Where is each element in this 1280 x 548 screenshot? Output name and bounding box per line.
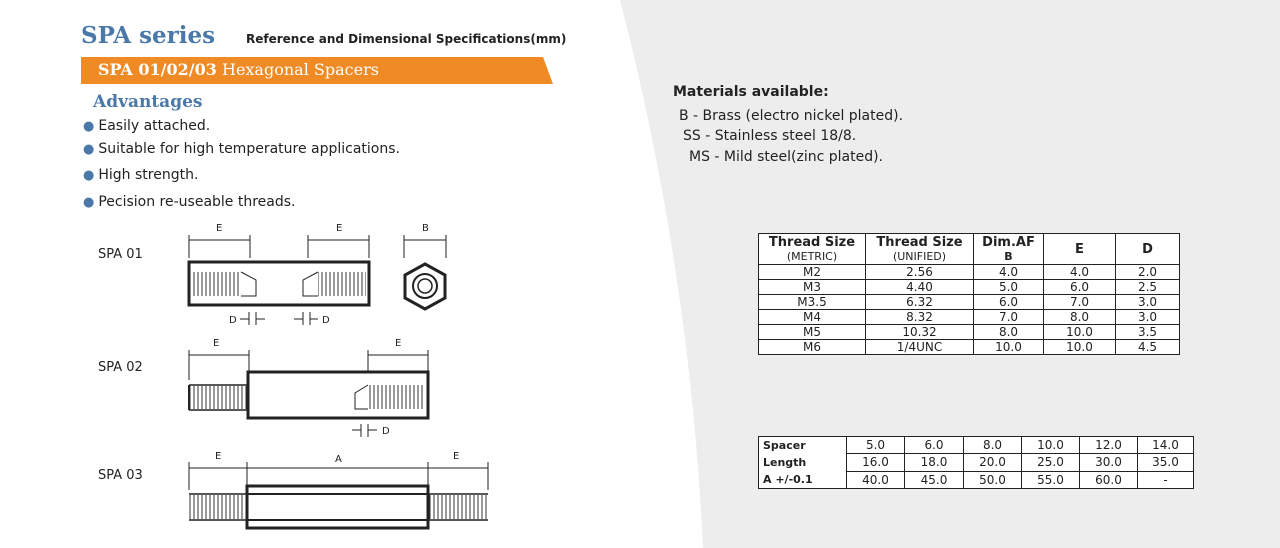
spa01-drawing xyxy=(189,235,446,325)
spec-header: E xyxy=(1044,234,1116,265)
spa03-dim-e1: E xyxy=(215,451,222,462)
advantages-title: Advantages xyxy=(93,92,203,112)
spec-header: D xyxy=(1116,234,1180,265)
bullet-icon: ● xyxy=(83,142,95,157)
bullet-icon: ● xyxy=(83,195,95,210)
advantage-text: Easily attached. xyxy=(98,118,211,134)
table-row: M5 10.32 8.0 10.0 3.5 xyxy=(759,325,1180,340)
spa01-dim-e1: E xyxy=(216,223,223,234)
bullet-icon: ● xyxy=(83,119,95,134)
spa01-dim-d2: D xyxy=(322,315,330,326)
table-row: 40.0 45.0 50.0 55.0 60.0 - xyxy=(759,471,1194,488)
table-row: M3.5 6.32 6.0 7.0 3.0 xyxy=(759,295,1180,310)
product-code: SPA 01/02/03 xyxy=(98,60,217,79)
spec-header-row xyxy=(759,234,1180,265)
table-row: 16.0 18.0 20.0 25.0 30.0 35.0 xyxy=(759,454,1194,471)
spec-table xyxy=(758,233,1180,355)
product-heading xyxy=(98,60,379,79)
material-item: MS - Mild steel(zinc plated). xyxy=(689,149,883,165)
table-row: M6 1/4UNC 10.0 10.0 4.5 xyxy=(759,340,1180,355)
spacer-length-table xyxy=(758,436,1194,489)
spa02-drawing xyxy=(189,350,428,437)
series-title: SPA series xyxy=(81,22,216,49)
spa01-label: SPA 01 xyxy=(98,247,143,262)
table-row: Spacer Length A +/-0.1 5.0 6.0 8.0 10.0 12.0 14.0 xyxy=(759,437,1194,454)
spa02-dim-e2: E xyxy=(395,338,402,349)
advantage-text: Suitable for high temperature applications. xyxy=(98,141,400,157)
spa02-dim-e1: E xyxy=(213,338,220,349)
spec-header: Thread Size (UNIFIED) xyxy=(866,234,974,265)
spa02-label: SPA 02 xyxy=(98,360,143,375)
advantage-text: Pecision re-useable threads. xyxy=(98,194,296,210)
spa01-dim-e2: E xyxy=(336,223,343,234)
spa01-dim-d1: D xyxy=(229,315,237,326)
materials-title: Materials available: xyxy=(673,84,829,100)
spec-header: Thread Size (METRIC) xyxy=(759,234,866,265)
spa02-dim-d: D xyxy=(382,426,390,437)
product-name: Hexagonal Spacers xyxy=(221,60,379,79)
spa03-dim-a: A xyxy=(335,454,342,465)
table-row: M3 4.40 5.0 6.0 2.5 xyxy=(759,280,1180,295)
page-subtitle: Reference and Dimensional Specifications(mm) xyxy=(246,32,567,46)
material-item: SS - Stainless steel 18/8. xyxy=(683,128,857,144)
spa03-label: SPA 03 xyxy=(98,468,143,483)
spacer-length-label: Spacer Length A +/-0.1 xyxy=(759,437,847,489)
spa01-dim-b: B xyxy=(422,223,429,234)
material-item: B - Brass (electro nickel plated). xyxy=(679,108,904,124)
spa03-drawing xyxy=(189,462,488,528)
advantage-text: High strength. xyxy=(98,167,199,183)
table-row: M2 2.56 4.0 4.0 2.0 xyxy=(759,265,1180,280)
table-row: M4 8.32 7.0 8.0 3.0 xyxy=(759,310,1180,325)
spec-header: Dim.AF B xyxy=(974,234,1044,265)
spa03-dim-e2: E xyxy=(453,451,460,462)
bullet-icon: ● xyxy=(83,168,95,183)
